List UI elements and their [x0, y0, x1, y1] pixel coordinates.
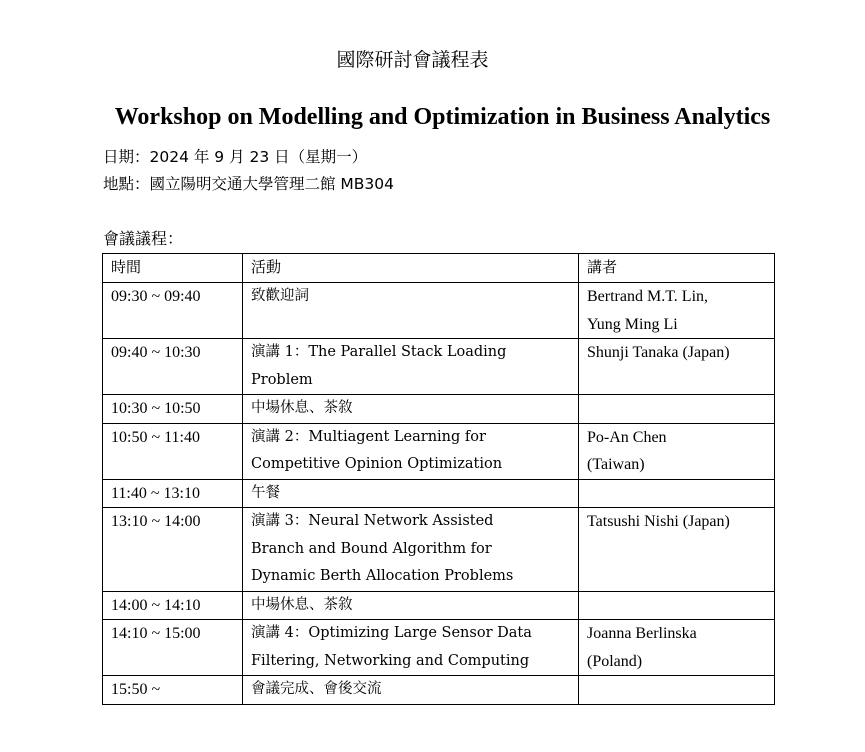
speaker-cell — [579, 479, 775, 508]
agenda-label: 會議議程： — [103, 229, 184, 248]
time-cell: 10:50 ~ 11:40 — [103, 423, 243, 479]
table-row — [103, 423, 775, 479]
time-cell: 09:30 ~ 09:40 — [103, 283, 243, 339]
table-row — [103, 395, 775, 424]
time-cell: 14:00 ~ 14:10 — [103, 591, 243, 620]
speaker-cell: Po-An Chen (Taiwan) — [579, 423, 775, 479]
table-row — [103, 479, 775, 508]
activity-cell: 演講 3：Neural Network Assisted Branch and Bound Algorithm for Dynamic Berth Allocation Problems — [243, 508, 579, 592]
table-row — [103, 591, 775, 620]
column-header-time: 時間 — [103, 254, 243, 283]
activity-cell: 演講 1：The Parallel Stack Loading Problem — [243, 339, 579, 395]
activity-cell: 會議完成、會後交流 — [243, 676, 579, 705]
table-row — [103, 676, 775, 705]
activity-cell: 演講 4：Optimizing Large Sensor Data Filtering, Networking and Computing — [243, 620, 579, 676]
event-venue: 地點：國立陽明交通大學管理二館 MB304 — [103, 175, 395, 193]
activity-cell: 午餐 — [243, 479, 579, 508]
time-cell: 10:30 ~ 10:50 — [103, 395, 243, 424]
activity-cell: 中場休息、茶敘 — [243, 591, 579, 620]
activity-cell: 中場休息、茶敘 — [243, 395, 579, 424]
table-row — [103, 339, 775, 395]
time-cell: 11:40 ~ 13:10 — [103, 479, 243, 508]
speaker-cell: Shunji Tanaka (Japan) — [579, 339, 775, 395]
speaker-cell — [579, 676, 775, 705]
speaker-cell — [579, 591, 775, 620]
table-row — [103, 620, 775, 676]
agenda-table — [102, 253, 775, 705]
document-title-english: Workshop on Modelling and Optimization in Business Analytics — [114, 104, 771, 130]
time-cell: 13:10 ~ 14:00 — [103, 508, 243, 592]
speaker-cell: Joanna Berlinska (Poland) — [579, 620, 775, 676]
speaker-cell: Tatsushi Nishi (Japan) — [579, 508, 775, 592]
time-cell: 15:50 ~ — [103, 676, 243, 705]
event-date: 日期：2024 年 9 月 23 日（星期一） — [103, 148, 368, 166]
activity-cell: 致歡迎詞 — [243, 283, 579, 339]
column-header-activity: 活動 — [243, 254, 579, 283]
time-cell: 09:40 ~ 10:30 — [103, 339, 243, 395]
speaker-cell — [579, 395, 775, 424]
table-row — [103, 508, 775, 592]
table-row — [103, 283, 775, 339]
time-cell: 14:10 ~ 15:00 — [103, 620, 243, 676]
table-header-row — [103, 254, 775, 283]
speaker-cell: Bertrand M.T. Lin, Yung Ming Li — [579, 283, 775, 339]
document-title-chinese: 國際研討會議程表 — [336, 49, 489, 71]
column-header-speaker: 講者 — [579, 254, 775, 283]
activity-cell: 演講 2：Multiagent Learning for Competitive Opinion Optimization — [243, 423, 579, 479]
